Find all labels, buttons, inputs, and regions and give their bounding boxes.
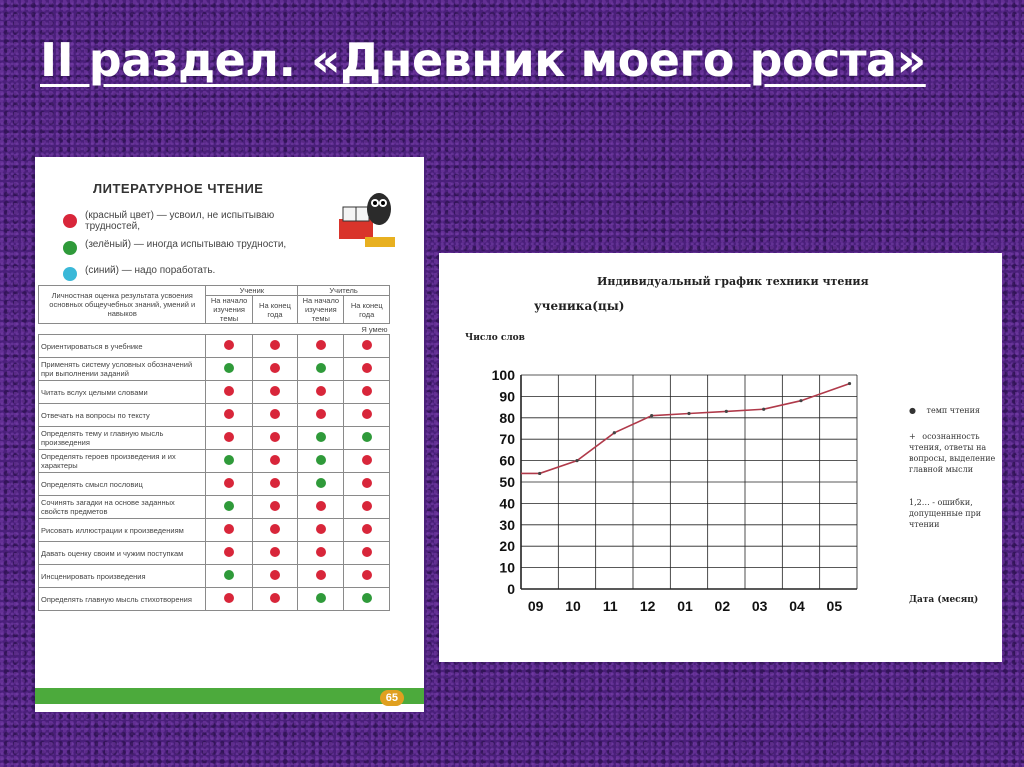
graph-subtitle: ученика(цы) <box>534 299 625 313</box>
reading-graph-card <box>439 253 1002 662</box>
red-mark-dot <box>316 547 326 557</box>
red-mark-dot <box>224 478 234 488</box>
y-tick-label: 70 <box>499 431 515 448</box>
mark-cell <box>344 358 390 381</box>
green-mark-dot <box>316 432 326 442</box>
self-assessment-body <box>39 335 390 611</box>
green-mark-dot <box>316 455 326 465</box>
mark-cell <box>252 542 297 565</box>
data-point <box>762 408 765 411</box>
red-mark-dot <box>270 593 280 603</box>
red-mark-dot <box>362 570 372 580</box>
mark-cell <box>252 358 297 381</box>
y-tick-label: 30 <box>499 516 515 533</box>
x-tick-label: 11 <box>602 598 618 614</box>
red-mark-dot <box>224 409 234 419</box>
red-mark-dot <box>362 524 372 534</box>
red-mark-dot <box>224 432 234 442</box>
red-mark-dot <box>316 409 326 419</box>
mark-cell <box>206 565 252 588</box>
mark-cell <box>344 381 390 404</box>
slide-title: II раздел. «Дневник моего роста» <box>40 33 926 87</box>
mark-cell <box>344 450 390 473</box>
red-mark-dot <box>362 386 372 396</box>
skill-label: Сочинять загадки на основе заданных свойств предметов <box>39 496 206 519</box>
skill-label: Рисовать иллюстрации к произведениям <box>39 519 206 542</box>
table-row <box>39 496 390 519</box>
x-tick-label: 05 <box>826 598 843 614</box>
table-row <box>39 450 390 473</box>
mark-cell <box>298 335 344 358</box>
red-mark-dot <box>362 363 372 373</box>
red-mark-dot <box>270 363 280 373</box>
red-mark-dot <box>316 570 326 580</box>
y-tick-label: 60 <box>499 452 515 469</box>
mark-cell <box>252 427 297 450</box>
mark-cell <box>206 588 252 611</box>
green-mark-dot <box>316 478 326 488</box>
mark-cell <box>344 565 390 588</box>
red-mark-dot <box>316 386 326 396</box>
red-mark-dot <box>224 386 234 396</box>
y-tick-label: 80 <box>499 409 515 426</box>
table-row <box>39 335 390 358</box>
skill-label: Определять героев произведения и их характеры <box>39 450 206 473</box>
owl-reading-illustration <box>335 179 395 249</box>
header-student: Ученик <box>206 286 298 296</box>
mark-cell <box>252 519 297 542</box>
mark-cell <box>252 381 297 404</box>
red-mark-dot <box>362 409 372 419</box>
table-row <box>39 381 390 404</box>
y-tick-label: 20 <box>499 538 515 555</box>
y-tick-label: 100 <box>491 367 515 383</box>
table-row <box>39 565 390 588</box>
red-mark-dot <box>224 340 234 350</box>
red-mark-dot <box>316 524 326 534</box>
red-mark-dot <box>362 547 372 557</box>
graph-ylabel: Число слов <box>465 333 525 343</box>
mark-cell <box>252 404 297 427</box>
mark-cell <box>206 404 252 427</box>
mark-cell <box>252 450 297 473</box>
data-point <box>650 414 653 417</box>
mark-cell <box>298 381 344 404</box>
data-point <box>575 459 578 462</box>
data-point <box>687 412 690 415</box>
mark-cell <box>298 496 344 519</box>
table-row <box>39 427 390 450</box>
green-mark-dot <box>362 593 372 603</box>
mark-cell <box>298 358 344 381</box>
red-mark-dot <box>270 547 280 557</box>
mark-cell <box>206 519 252 542</box>
mark-cell <box>298 450 344 473</box>
red-mark-dot <box>224 547 234 557</box>
red-mark-dot <box>270 524 280 534</box>
x-tick-label: 10 <box>565 598 581 614</box>
green-mark-dot <box>362 432 372 442</box>
red-mark-dot <box>224 524 234 534</box>
data-point <box>799 399 802 402</box>
mark-cell <box>298 473 344 496</box>
mark-cell <box>344 496 390 519</box>
mark-cell <box>298 404 344 427</box>
skill-label: Определять главную мысль стихотворения <box>39 588 206 611</box>
legend-blue-text: (синий) — надо поработать. <box>85 265 216 276</box>
skill-label: Инсценировать произведения <box>39 565 206 588</box>
x-tick-label: 02 <box>714 598 731 614</box>
mark-cell <box>252 496 297 519</box>
red-mark-dot <box>316 340 326 350</box>
mark-cell <box>298 565 344 588</box>
header-teacher: Учитель <box>298 286 390 296</box>
mark-cell <box>206 335 252 358</box>
mark-cell <box>344 404 390 427</box>
header-note: Я умею <box>361 324 388 334</box>
page-footer-bar <box>35 688 424 704</box>
workbook-page <box>35 157 424 712</box>
x-tick-label: 12 <box>639 598 656 614</box>
red-mark-dot <box>270 501 280 511</box>
skill-label: Читать вслух целыми словами <box>39 381 206 404</box>
red-mark-dot <box>270 409 280 419</box>
mark-cell <box>298 427 344 450</box>
red-mark-dot <box>362 340 372 350</box>
skill-label: Давать оценку своим и чужим поступкам <box>39 542 206 565</box>
sub-end-teacher: На конец года <box>344 296 390 324</box>
data-point <box>848 382 851 385</box>
y-tick-label: 0 <box>507 581 515 597</box>
skill-label: Определять смысл пословиц <box>39 473 206 496</box>
legend-red-dot <box>63 214 77 228</box>
mark-cell <box>206 381 252 404</box>
skill-label: Ориентироваться в учебнике <box>39 335 206 358</box>
red-mark-dot <box>224 593 234 603</box>
red-mark-dot <box>270 386 280 396</box>
data-point <box>613 431 616 434</box>
x-tick-label: 01 <box>677 598 693 614</box>
graph-title: Индивидуальный график техники чтения <box>597 275 869 288</box>
legend-dot-icon: ● <box>909 406 916 415</box>
table-row <box>39 404 390 427</box>
mark-cell <box>252 565 297 588</box>
sub-start-teacher: На начало изучения темы <box>298 296 344 324</box>
y-tick-label: 10 <box>499 559 515 576</box>
green-mark-dot <box>316 593 326 603</box>
mark-cell <box>344 519 390 542</box>
mark-cell <box>344 473 390 496</box>
skill-label: Применять систему условных обозначений при выполнении заданий <box>39 358 206 381</box>
red-mark-dot <box>270 340 280 350</box>
table-row <box>39 542 390 565</box>
red-mark-dot <box>362 501 372 511</box>
green-mark-dot <box>224 363 234 373</box>
green-mark-dot <box>224 455 234 465</box>
header-main: Личностная оценка результата усвоения основных общеучебных знаний, умений и навыков <box>39 286 206 324</box>
mark-cell <box>252 588 297 611</box>
legend-blue-dot <box>63 267 77 281</box>
mark-cell <box>344 427 390 450</box>
page-number: 65 <box>380 690 404 706</box>
mark-cell <box>298 588 344 611</box>
mark-cell <box>252 473 297 496</box>
red-mark-dot <box>362 478 372 488</box>
table-row <box>39 473 390 496</box>
table-row <box>39 519 390 542</box>
red-mark-dot <box>316 501 326 511</box>
skill-label: Определять тему и главную мысль произведения <box>39 427 206 450</box>
mark-cell <box>344 542 390 565</box>
legend-errors-text: 1,2… - ошибки, допущенные при чтении <box>909 498 982 529</box>
mark-cell <box>206 450 252 473</box>
red-mark-dot <box>270 570 280 580</box>
red-mark-dot <box>270 455 280 465</box>
green-mark-dot <box>224 501 234 511</box>
legend-awareness-text: осознанность чтения, ответы на вопросы, выделение главной мысли <box>909 432 996 474</box>
mark-cell <box>206 496 252 519</box>
red-mark-dot <box>362 455 372 465</box>
mark-cell <box>206 427 252 450</box>
green-mark-dot <box>224 570 234 580</box>
graph-xlabel: Дата (месяц) <box>909 595 979 605</box>
sub-start-student: На начало изучения темы <box>206 296 252 324</box>
y-tick-label: 90 <box>499 388 515 405</box>
legend-tempo-text: темп чтения <box>926 406 980 415</box>
data-point <box>725 410 728 413</box>
sub-end-student: На конец года <box>252 296 297 324</box>
legend-red-text: (красный цвет) — усвоил, не испытываю трудностей, <box>85 210 275 232</box>
x-tick-label: 09 <box>527 598 544 614</box>
red-mark-dot <box>270 432 280 442</box>
x-tick-label: 04 <box>789 598 805 614</box>
red-mark-dot <box>270 478 280 488</box>
green-mark-dot <box>316 363 326 373</box>
x-tick-label: 03 <box>751 598 768 614</box>
reading-speed-chart <box>439 253 1002 662</box>
legend-green-text: (зелёный) — иногда испытываю трудности, <box>85 239 287 250</box>
y-tick-label: 50 <box>499 474 515 490</box>
legend-plus-icon: + <box>909 432 916 441</box>
mark-cell <box>344 335 390 358</box>
mark-cell <box>298 519 344 542</box>
mark-cell <box>206 473 252 496</box>
mark-cell <box>298 542 344 565</box>
y-tick-label: 40 <box>499 495 515 512</box>
legend-green-dot <box>63 241 77 255</box>
data-point <box>538 472 541 475</box>
table-row <box>39 588 390 611</box>
mark-cell <box>344 588 390 611</box>
table-row <box>39 358 390 381</box>
skill-label: Отвечать на вопросы по тексту <box>39 404 206 427</box>
mark-cell <box>206 358 252 381</box>
mark-cell <box>206 542 252 565</box>
mark-cell <box>252 335 297 358</box>
self-assessment-table <box>38 285 390 611</box>
series-line <box>521 384 850 474</box>
workbook-title: ЛИТЕРАТУРНОЕ ЧТЕНИЕ <box>93 181 264 196</box>
